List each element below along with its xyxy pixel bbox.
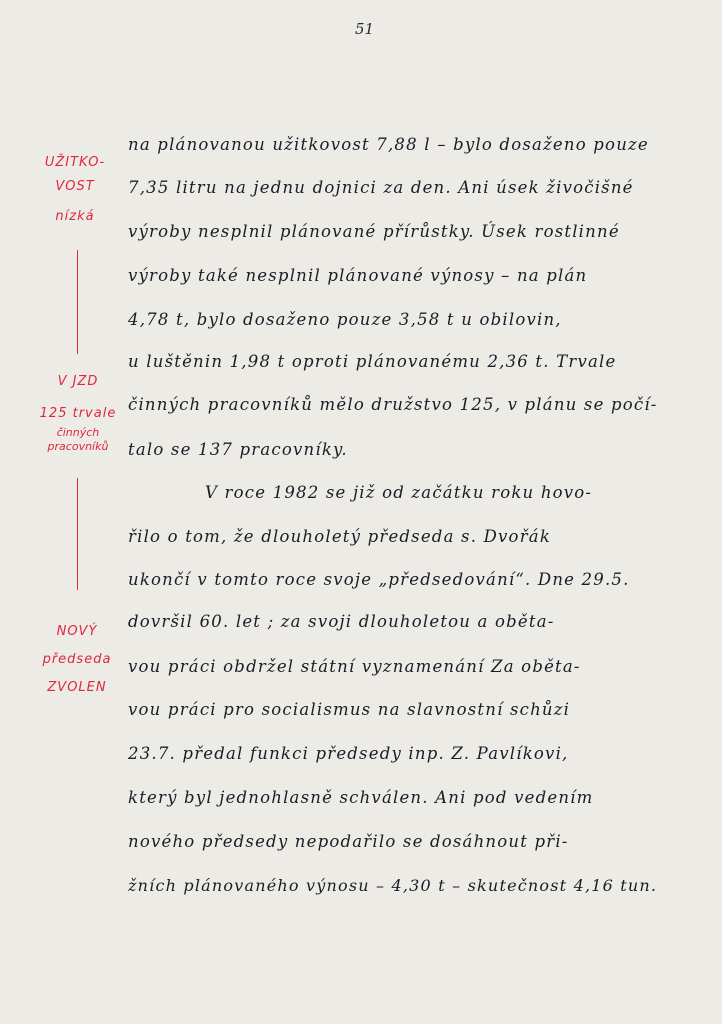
body-line: který byl jednohlasně schválen. Ani pod vedením: [128, 788, 594, 807]
body-line: talo se 137 pracovníky.: [128, 440, 348, 459]
page-number: 51: [355, 20, 375, 38]
margin-note-line: VOST: [55, 179, 95, 194]
margin-note-uzitkovost: [34, 153, 116, 227]
body-line: výroby také nesplnil plánované výnosy – na plán: [128, 266, 588, 285]
margin-note-line: ZVOLEN: [47, 680, 107, 695]
body-line: dovršil 60. let ; za svoji dlouholetou a oběta-: [128, 612, 555, 631]
body-line: ukončí v tomto roce svoje „předsedování“. Dne 29.5.: [128, 570, 630, 589]
margin-rule: [77, 478, 78, 590]
body-line: 7,35 litru na jednu dojnici za den. Ani úsek živočišné: [128, 178, 634, 197]
body-line: vou práci obdržel státní vyznamenání Za oběta-: [128, 657, 581, 676]
body-line: řilo o tom, že dlouholetý předseda s. Dvořák: [128, 527, 552, 546]
body-line: 23.7. předal funkci předsedy inp. Z. Pavlíkovi,: [128, 744, 569, 763]
margin-note-v-jzd: [30, 372, 126, 454]
margin-rule: [77, 250, 78, 354]
body-line: nového předsedy nepodařilo se dosáhnout při-: [128, 832, 569, 851]
margin-note-line: nízká: [55, 209, 95, 224]
margin-note-line: NOVÝ: [56, 624, 98, 639]
body-line: na plánovanou užitkovost 7,88 l – bylo dosaženo pouze: [128, 135, 649, 154]
margin-note-novy-predseda: [32, 622, 122, 698]
body-line: vou práci pro socialismus na slavnostní schůzi: [128, 700, 571, 719]
margin-note-line: činných: [56, 426, 100, 439]
body-line: žních plánovaného výnosu – 4,30 t – skutečnost 4,16 tun.: [128, 876, 658, 895]
margin-note-line: 125 trvale: [39, 406, 117, 421]
margin-note-line: UŽITKO-: [44, 155, 106, 170]
margin-note-line: V JZD: [57, 374, 99, 389]
body-line: činných pracovníků mělo družstvo 125, v plánu se počí-: [128, 395, 658, 414]
body-line: u luštěnin 1,98 t oproti plánovanému 2,36 t. Trvale: [128, 352, 617, 371]
margin-note-line: pracovníků: [47, 440, 109, 453]
margin-note-line: předseda: [42, 652, 112, 667]
body-line: 4,78 t, bylo dosaženo pouze 3,58 t u obilovin,: [128, 310, 562, 329]
body-line: V roce 1982 se již od začátku roku hovo-: [205, 483, 593, 502]
body-line: výroby nesplnil plánované přírůstky. Úsek rostlinné: [128, 222, 620, 241]
